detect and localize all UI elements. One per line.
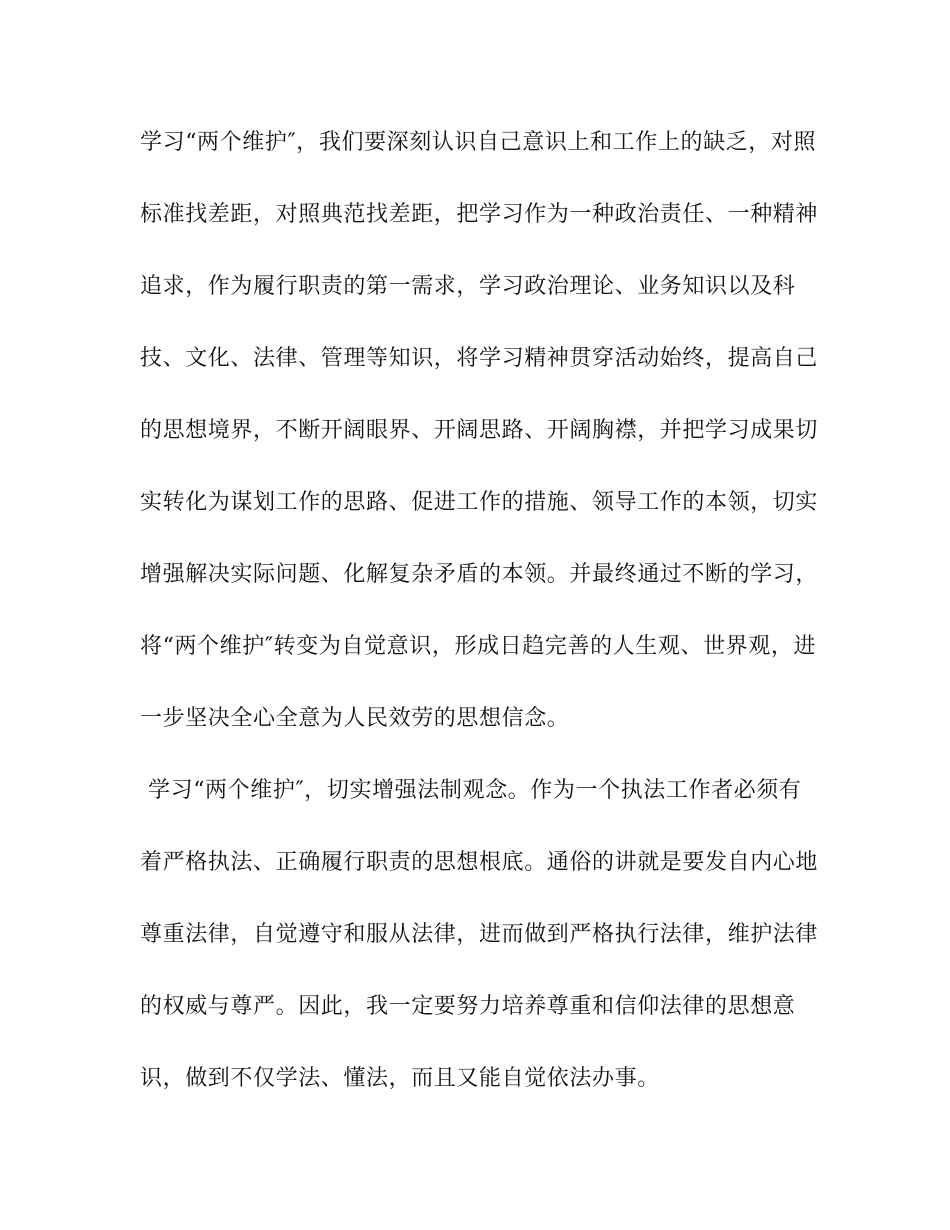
paragraph-2-line-3: 尊重法律，自觉遵守和服从法律，进而做到严格执行法律，维护法律	[140, 922, 819, 947]
paragraph-1-line-5: 的思想境界，不断开阔眼界、开阔思路、开阔胸襟，并把学习成果切	[140, 418, 819, 443]
paragraph-1-line-1: 学习“两个维护″，我们要深刻认识自己意识上和工作上的缺乏，对照	[140, 130, 817, 155]
paragraph-1-line-2: 标准找差距，对照典范找差距，把学习作为一种政治责任、一种精神	[140, 202, 819, 227]
paragraph-1-line-9: 一步坚决全心全意为人民效劳的思想信念。	[140, 706, 570, 731]
paragraph-1-line-4: 技、文化、法律、管理等知识，将学习精神贯穿活动始终，提高自己	[140, 346, 819, 371]
paragraph-1-line-8: 将“两个维护″转变为自觉意识，形成日趋完善的人生观、世界观，进	[140, 634, 817, 659]
paragraph-2-line-2: 着严格执法、正确履行职责的思想根底。通俗的讲就是要发自内心地	[140, 850, 819, 875]
paragraph-1-line-6: 实转化为谋划工作的思路、促进工作的措施、领导工作的本领，切实	[140, 490, 819, 515]
paragraph-2-line-4: 的权威与尊严。因此，我一定要努力培养尊重和信仰法律的思想意	[140, 994, 796, 1019]
paragraph-2-line-5: 识，做到不仅学法、懂法，而且又能自觉依法办事。	[140, 1066, 660, 1091]
paragraph-2-line-1: 学习“两个维护″，切实增强法制观念。作为一个执法工作者必须有	[148, 778, 802, 803]
paragraph-1-line-3: 追求，作为履行职责的第一需求，学习政治理论、业务知识以及科	[140, 274, 796, 299]
paragraph-1-line-7: 增强解决实际问题、化解复杂矛盾的本领。并最终通过不断的学习，	[140, 562, 819, 587]
